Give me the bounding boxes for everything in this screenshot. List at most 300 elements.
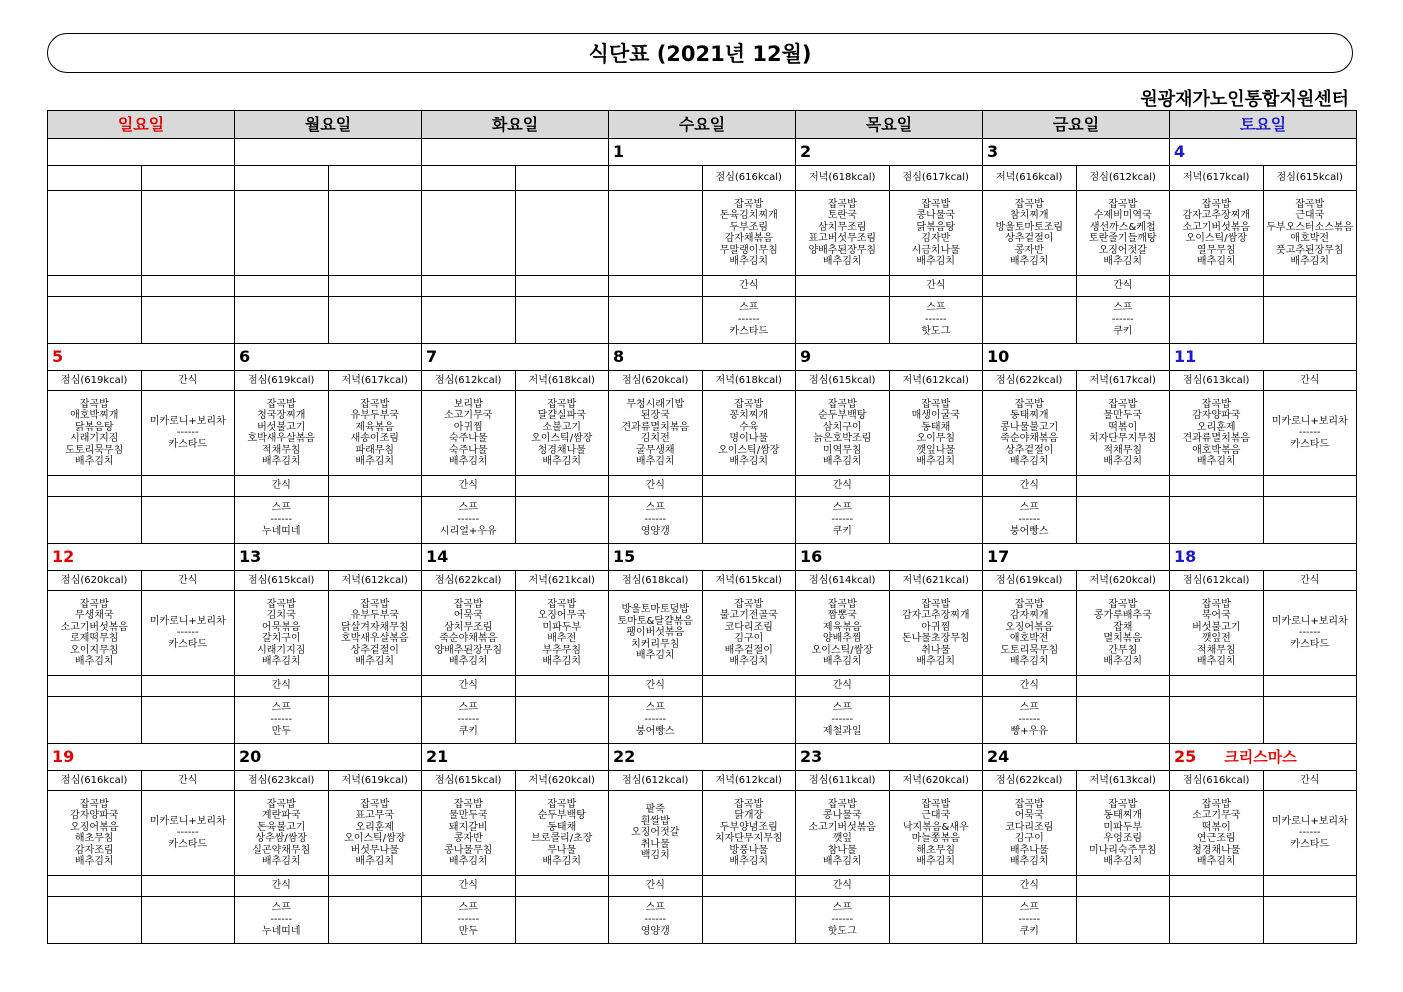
menu-line: 떡볶이 (1201, 821, 1231, 833)
menu-line: 잡곡밥 (1201, 198, 1231, 210)
menu-line: ------ (176, 827, 199, 839)
menu-line: 김치전 (640, 433, 670, 444)
meal-label: 저녁(615kcal) (702, 571, 796, 591)
menu-line: 달걀실파국 (537, 410, 586, 421)
header-tuesday: 화요일 (422, 111, 609, 139)
snack-menu-cell (1263, 697, 1357, 744)
menu-line: 잡곡밥 (1014, 798, 1044, 810)
menu-line: 잡곡밥 (79, 798, 109, 810)
snack-menu-cell (796, 697, 890, 744)
menu-line: 배추김치 (542, 856, 582, 867)
menu-line: 잡곡밥 (827, 198, 857, 210)
meal-label-row (48, 371, 1357, 391)
menu-line: 꽁치찌개 (729, 410, 769, 421)
menu-line: 삼치무조림 (444, 621, 493, 633)
menu-line: 치자단무지무침 (714, 833, 783, 844)
snack-menu-cell (422, 297, 516, 344)
menu-line: ------ (1298, 827, 1321, 839)
snack-menu-cell (48, 497, 142, 544)
menu-line: 두부오스터소스볶음 (1266, 221, 1354, 233)
menu-line: 잡곡밥 (266, 598, 296, 610)
snack-label: 간식 (983, 476, 1077, 497)
snack-menu-cell (48, 897, 142, 944)
menu-line: 오징어젓갈 (631, 827, 680, 839)
menu-line: 삼치무조림 (818, 221, 867, 233)
menu-line: 배추김치 (822, 256, 862, 267)
menu-line: 잡곡밥 (266, 798, 296, 810)
menu-line: 간무침 (1108, 644, 1138, 656)
menu-line: 배추김치 (542, 456, 582, 467)
menu-line: 카스타드 (1290, 638, 1330, 650)
menu-line: 스프 (271, 902, 291, 913)
menu-line: 스프 (739, 302, 759, 313)
meal-menu-cell (889, 191, 983, 276)
menu-line: 배추김치 (355, 656, 395, 667)
date-cell (609, 139, 796, 166)
menu-line: 배추김치 (261, 656, 301, 667)
meal-menu-cell (328, 591, 422, 676)
snack-menu-cell (983, 697, 1077, 744)
menu-line: 돈육김치찌개 (719, 210, 778, 221)
date-cell (796, 744, 983, 771)
date-cell (235, 544, 422, 571)
menu-line: 코다리조림 (724, 621, 773, 633)
meal-menu-cell (141, 191, 235, 276)
snack-label (515, 276, 609, 297)
menu-line: 흰쌀밥 (640, 815, 670, 827)
meal-menu-cell (1170, 391, 1264, 476)
holiday-label: 크리스마스 (1224, 748, 1297, 766)
menu-line: 파래무침 (355, 444, 395, 456)
menu-line: 호박새우살볶음 (247, 433, 316, 444)
date-number: 23 (800, 747, 823, 766)
meal-menu-row (48, 391, 1357, 476)
menu-line: 콩가루배추국 (1093, 610, 1152, 621)
menu-line: 숙주나물 (448, 444, 488, 456)
meal-label: 간식 (1263, 371, 1357, 391)
meal-menu-cell (235, 191, 329, 276)
meal-label: 간식 (1263, 571, 1357, 591)
meal-menu-cell (515, 791, 609, 876)
menu-line: 굴무생채 (635, 444, 675, 456)
menu-line: 짬뽕국 (827, 610, 857, 621)
meal-label: 점심(612kcal) (609, 771, 703, 791)
menu-line: 양배추된장무침 (808, 244, 877, 256)
menu-line: 죽순야채볶음 (439, 633, 498, 644)
menu-line: 백김치 (640, 850, 670, 862)
snack-menu-cell (422, 897, 516, 944)
date-cell (235, 139, 422, 166)
menu-line: 청경채나물 (1192, 844, 1241, 856)
date-cell (235, 344, 422, 371)
menu-line: 시리얼+우유 (439, 526, 497, 537)
menu-line: 스프 (458, 902, 478, 913)
menu-line: 오리훈제 (1196, 421, 1236, 433)
date-number: 11 (1174, 347, 1197, 366)
snack-label (1076, 876, 1170, 897)
menu-line: 카스타드 (729, 326, 769, 337)
snack-label (515, 676, 609, 697)
menu-line: 아귀찜 (453, 421, 483, 433)
snack-menu-cell (328, 697, 422, 744)
menu-line: 잡곡밥 (1201, 398, 1231, 410)
snack-menu-cell (609, 697, 703, 744)
menu-line: 불고기전골국 (719, 610, 778, 621)
snack-menu-cell (1170, 897, 1264, 944)
menu-line: 오이스틱/쌈장 (718, 444, 780, 456)
menu-line: 쿠키 (832, 526, 852, 537)
menu-line: 쿠키 (1113, 326, 1133, 337)
snack-menu-cell (702, 497, 796, 544)
menu-line: 잡곡밥 (827, 398, 857, 410)
meal-label: 저녁(618kcal) (702, 371, 796, 391)
meal-menu-cell (1263, 591, 1357, 676)
meal-label (422, 166, 516, 191)
snack-menu-cell (1263, 497, 1357, 544)
meal-menu-cell (1076, 791, 1170, 876)
menu-line: 배추김치 (729, 856, 769, 867)
menu-line: ------ (1111, 314, 1134, 325)
menu-line: 배추김치 (261, 856, 301, 867)
menu-line: ------ (1298, 427, 1321, 439)
meal-menu-cell (889, 791, 983, 876)
meal-menu-cell (1263, 391, 1357, 476)
menu-line: 잡곡밥 (453, 798, 483, 810)
menu-line: 해초무침 (916, 844, 956, 856)
menu-line: 두부조림 (729, 221, 769, 233)
snack-menu-cell (235, 497, 329, 544)
menu-line: 잡곡밥 (1295, 198, 1325, 210)
menu-line: 스프 (832, 702, 852, 713)
snack-label (1170, 676, 1264, 697)
date-number: 22 (613, 747, 636, 766)
menu-line: 북어국 (1201, 610, 1231, 621)
menu-line: 닭볶음탕 (916, 221, 956, 233)
meal-label (328, 166, 422, 191)
snack-menu-cell (702, 897, 796, 944)
meal-menu-cell (1076, 391, 1170, 476)
snack-menu-cell (702, 697, 796, 744)
meal-menu-cell (1263, 191, 1357, 276)
menu-line: 배추김치 (1103, 256, 1143, 267)
date-row (48, 139, 1357, 166)
snack-label (983, 276, 1077, 297)
menu-line: 늙은호박조림 (813, 433, 872, 444)
menu-line: 배추김치 (729, 256, 769, 267)
meal-label: 저녁(620kcal) (515, 771, 609, 791)
menu-line: 로제떡무침 (70, 633, 119, 644)
meal-menu-row (48, 791, 1357, 876)
menu-line: 양배추된장무침 (434, 644, 503, 656)
snack-label: 간식 (235, 876, 329, 897)
meal-menu-cell (515, 191, 609, 276)
meal-label: 저녁(617kcal) (328, 371, 422, 391)
snack-menu-cell (1263, 897, 1357, 944)
menu-line: 잡곡밥 (921, 398, 951, 410)
menu-line: ------ (831, 714, 854, 725)
menu-line: 표고무국 (355, 810, 395, 821)
meal-menu-cell (422, 191, 516, 276)
menu-line: 호박새우살볶음 (340, 633, 409, 644)
date-number: 3 (987, 142, 999, 161)
meal-label: 저녁(619kcal) (328, 771, 422, 791)
meal-label (235, 166, 329, 191)
menu-line: 김치국 (266, 610, 296, 621)
menu-line: 잡곡밥 (360, 598, 390, 610)
meal-label: 저녁(618kcal) (515, 371, 609, 391)
snack-label: 간식 (702, 276, 796, 297)
menu-line: ------ (924, 314, 947, 325)
menu-line: 감자양파국 (70, 810, 119, 821)
menu-line: 표고버섯무조림 (808, 233, 877, 244)
menu-line: 깻잎나물 (916, 444, 956, 456)
menu-line: 새송이조림 (350, 433, 399, 444)
meal-menu-cell (328, 191, 422, 276)
menu-line: 근대국 (921, 810, 951, 821)
snack-menu-cell (1170, 697, 1264, 744)
meal-label (609, 166, 703, 191)
snack-label: 간식 (796, 476, 890, 497)
menu-line: 배추김치 (916, 656, 956, 667)
menu-line: 감자채볶음 (724, 233, 773, 244)
meal-label (141, 166, 235, 191)
menu-line: 참치찌개 (1009, 210, 1049, 221)
meal-menu-cell (889, 591, 983, 676)
menu-line: 잡곡밥 (734, 398, 764, 410)
meal-menu-row (48, 591, 1357, 676)
snack-label: 간식 (422, 876, 516, 897)
menu-line: 감자양파국 (1192, 410, 1241, 421)
menu-line: 오징어볶음 (70, 821, 119, 833)
date-cell (422, 544, 609, 571)
meal-label: 점심(612kcal) (422, 371, 516, 391)
meal-menu-cell (235, 591, 329, 676)
snack-menu-cell (1076, 697, 1170, 744)
menu-line: 잡곡밥 (547, 398, 577, 410)
menu-line: 감자찌개 (1009, 610, 1049, 621)
snack-menu-cell (702, 297, 796, 344)
snack-label: 간식 (609, 476, 703, 497)
menu-line: 배추김치 (542, 656, 582, 667)
snack-menu-cell (422, 497, 516, 544)
meal-label: 점심(616kcal) (48, 771, 142, 791)
date-row (48, 744, 1357, 771)
menu-line: 오이스틱/쌈장 (344, 833, 406, 844)
menu-line: 배추김치 (355, 456, 395, 467)
date-number: 7 (426, 347, 438, 366)
menu-line: 배추김치 (729, 456, 769, 467)
meal-label: 간식 (1263, 771, 1357, 791)
menu-line: 잡곡밥 (1108, 398, 1138, 410)
menu-line: 배추김치 (1103, 856, 1143, 867)
menu-line: 소불고기 (542, 421, 582, 433)
menu-line: 배추김치 (916, 256, 956, 267)
menu-line: 잡곡밥 (1108, 198, 1138, 210)
date-number: 12 (52, 547, 75, 566)
menu-line: 스프 (458, 702, 478, 713)
meal-menu-cell (889, 391, 983, 476)
meal-label: 점심(614kcal) (796, 571, 890, 591)
meal-label: 점심(620kcal) (609, 371, 703, 391)
menu-line: 잡곡밥 (827, 798, 857, 810)
menu-line: ------ (176, 627, 199, 639)
menu-line: 도토리묵무침 (65, 444, 124, 456)
menu-line: 근대국 (1295, 210, 1325, 221)
menu-line: 애호박볶음 (1192, 444, 1241, 456)
page-title: 식단표 (2021년 12월) (47, 33, 1353, 73)
menu-line: 잡곡밥 (79, 598, 109, 610)
meal-menu-cell (702, 591, 796, 676)
menu-line: 잡곡밥 (453, 598, 483, 610)
menu-line: 잡곡밥 (1014, 598, 1044, 610)
menu-line: 열무무침 (1196, 244, 1236, 256)
meal-label-row (48, 571, 1357, 591)
meal-label: 점심(619kcal) (48, 371, 142, 391)
menu-line: 동태채 (547, 821, 577, 833)
menu-line: ------ (176, 427, 199, 439)
meal-menu-cell (141, 591, 235, 676)
menu-line: ------ (831, 514, 854, 525)
meal-label: 저녁(618kcal) (796, 166, 890, 191)
menu-line: 잡곡밥 (1108, 598, 1138, 610)
meal-menu-cell (702, 791, 796, 876)
meal-label: 점심(615kcal) (1263, 166, 1357, 191)
date-number: 13 (239, 547, 262, 566)
menu-line: 돼지갈비 (448, 821, 488, 833)
snack-label: 간식 (796, 676, 890, 697)
meal-menu-cell (422, 791, 516, 876)
menu-line: 돈나물초장무침 (901, 633, 970, 644)
menu-line: 무생채국 (74, 610, 114, 621)
menu-line: 견과류멸치볶음 (1182, 433, 1251, 444)
meal-label: 저녁(613kcal) (1076, 771, 1170, 791)
menu-line: 쿠키 (1019, 926, 1039, 937)
meal-label (515, 166, 609, 191)
date-number: 10 (987, 347, 1010, 366)
meal-label: 간식 (141, 771, 235, 791)
date-number: 21 (426, 747, 449, 766)
meal-label: 저녁(617kcal) (1076, 371, 1170, 391)
menu-line: 버섯무나물 (350, 844, 399, 856)
menu-line: 감자조림 (74, 844, 114, 856)
meal-label: 점심(620kcal) (48, 571, 142, 591)
menu-line: 카스타드 (168, 638, 208, 650)
date-cell (1170, 744, 1357, 771)
snack-label (1076, 676, 1170, 697)
menu-line: 콩나물국 (916, 210, 956, 221)
meal-menu-cell (1170, 591, 1264, 676)
menu-line: 스프 (1113, 302, 1133, 313)
date-number: 4 (1174, 142, 1186, 161)
menu-line: ------ (270, 514, 293, 525)
date-number: 1 (613, 142, 625, 161)
snack-menu-cell (983, 897, 1077, 944)
snack-menu-cell (983, 297, 1077, 344)
meal-menu-cell (609, 791, 703, 876)
menu-line: 스프 (1019, 902, 1039, 913)
snack-label (48, 676, 142, 697)
snack-label: 간식 (235, 476, 329, 497)
menu-line: 잡곡밥 (360, 798, 390, 810)
menu-line: ------ (644, 714, 667, 725)
snack-menu-cell (515, 897, 609, 944)
date-number: 24 (987, 747, 1010, 766)
menu-line: 배추김치 (1009, 856, 1049, 867)
meal-menu-cell (609, 391, 703, 476)
menu-line: 닭볶음탕 (74, 421, 114, 433)
menu-line: 닭살겨자채무침 (340, 621, 409, 633)
menu-line: 미역무침 (822, 444, 862, 456)
menu-line: 감자고추장찌개 (901, 610, 970, 621)
menu-line: ------ (644, 914, 667, 925)
menu-line: 무청시래기밥 (626, 398, 685, 410)
snack-menu-cell (609, 297, 703, 344)
menu-line: 오이스틱/쌈장 (811, 644, 873, 656)
menu-table (47, 110, 1357, 944)
snack-label (609, 276, 703, 297)
snack-label: 간식 (609, 676, 703, 697)
date-cell (1170, 139, 1357, 166)
menu-line: 누네띠네 (261, 926, 301, 937)
menu-line: 마늘쫑볶음 (911, 833, 960, 844)
menu-line: 배추김치 (1009, 456, 1049, 467)
menu-line: 감자고추장찌개 (1182, 210, 1251, 221)
menu-line: ------ (270, 914, 293, 925)
meal-menu-cell (702, 391, 796, 476)
menu-line: 양배추찜 (822, 633, 862, 644)
menu-line: 상추겉절이 (350, 644, 399, 656)
date-cell (422, 139, 609, 166)
date-number: 25 (1174, 747, 1197, 766)
header-saturday: 토요일 (1170, 111, 1357, 139)
menu-line: 오징어무국 (537, 610, 586, 621)
snack-label (702, 476, 796, 497)
snack-menu-cell (889, 497, 983, 544)
menu-line: 돈육불고기 (257, 821, 306, 833)
menu-line: 배추김치 (822, 456, 862, 467)
menu-line: 스프 (832, 902, 852, 913)
snack-label (889, 476, 983, 497)
meal-label-row (48, 771, 1357, 791)
meal-menu-cell (609, 591, 703, 676)
meal-label: 점심(612kcal) (1170, 571, 1264, 591)
meal-menu-cell (983, 591, 1077, 676)
menu-line: 버섯불고기 (1192, 621, 1241, 633)
menu-line: 동태찌개 (1103, 810, 1143, 821)
snack-menu-cell (1076, 297, 1170, 344)
snack-label (796, 276, 890, 297)
snack-label: 간식 (1076, 276, 1170, 297)
menu-line: 연근조림 (1196, 833, 1236, 844)
snack-label (515, 476, 609, 497)
meal-menu-cell (1263, 791, 1357, 876)
menu-line: 배추김치 (448, 456, 488, 467)
snack-label (141, 876, 235, 897)
menu-line: 유부두부국 (350, 610, 399, 621)
menu-line: 배추김치 (635, 650, 675, 662)
date-number: 17 (987, 547, 1010, 566)
menu-line: 배추김치 (1196, 456, 1236, 467)
date-cell (796, 139, 983, 166)
snack-label (1263, 476, 1357, 497)
date-cell (983, 139, 1170, 166)
menu-line: 스프 (458, 502, 478, 513)
menu-line: 미카로니+보리차 (149, 615, 226, 627)
meal-label: 간식 (141, 571, 235, 591)
meal-label: 점심(616kcal) (702, 166, 796, 191)
menu-line: 시래기지짐 (70, 433, 119, 444)
menu-line: 상추쌈/쌈장 (255, 833, 308, 844)
